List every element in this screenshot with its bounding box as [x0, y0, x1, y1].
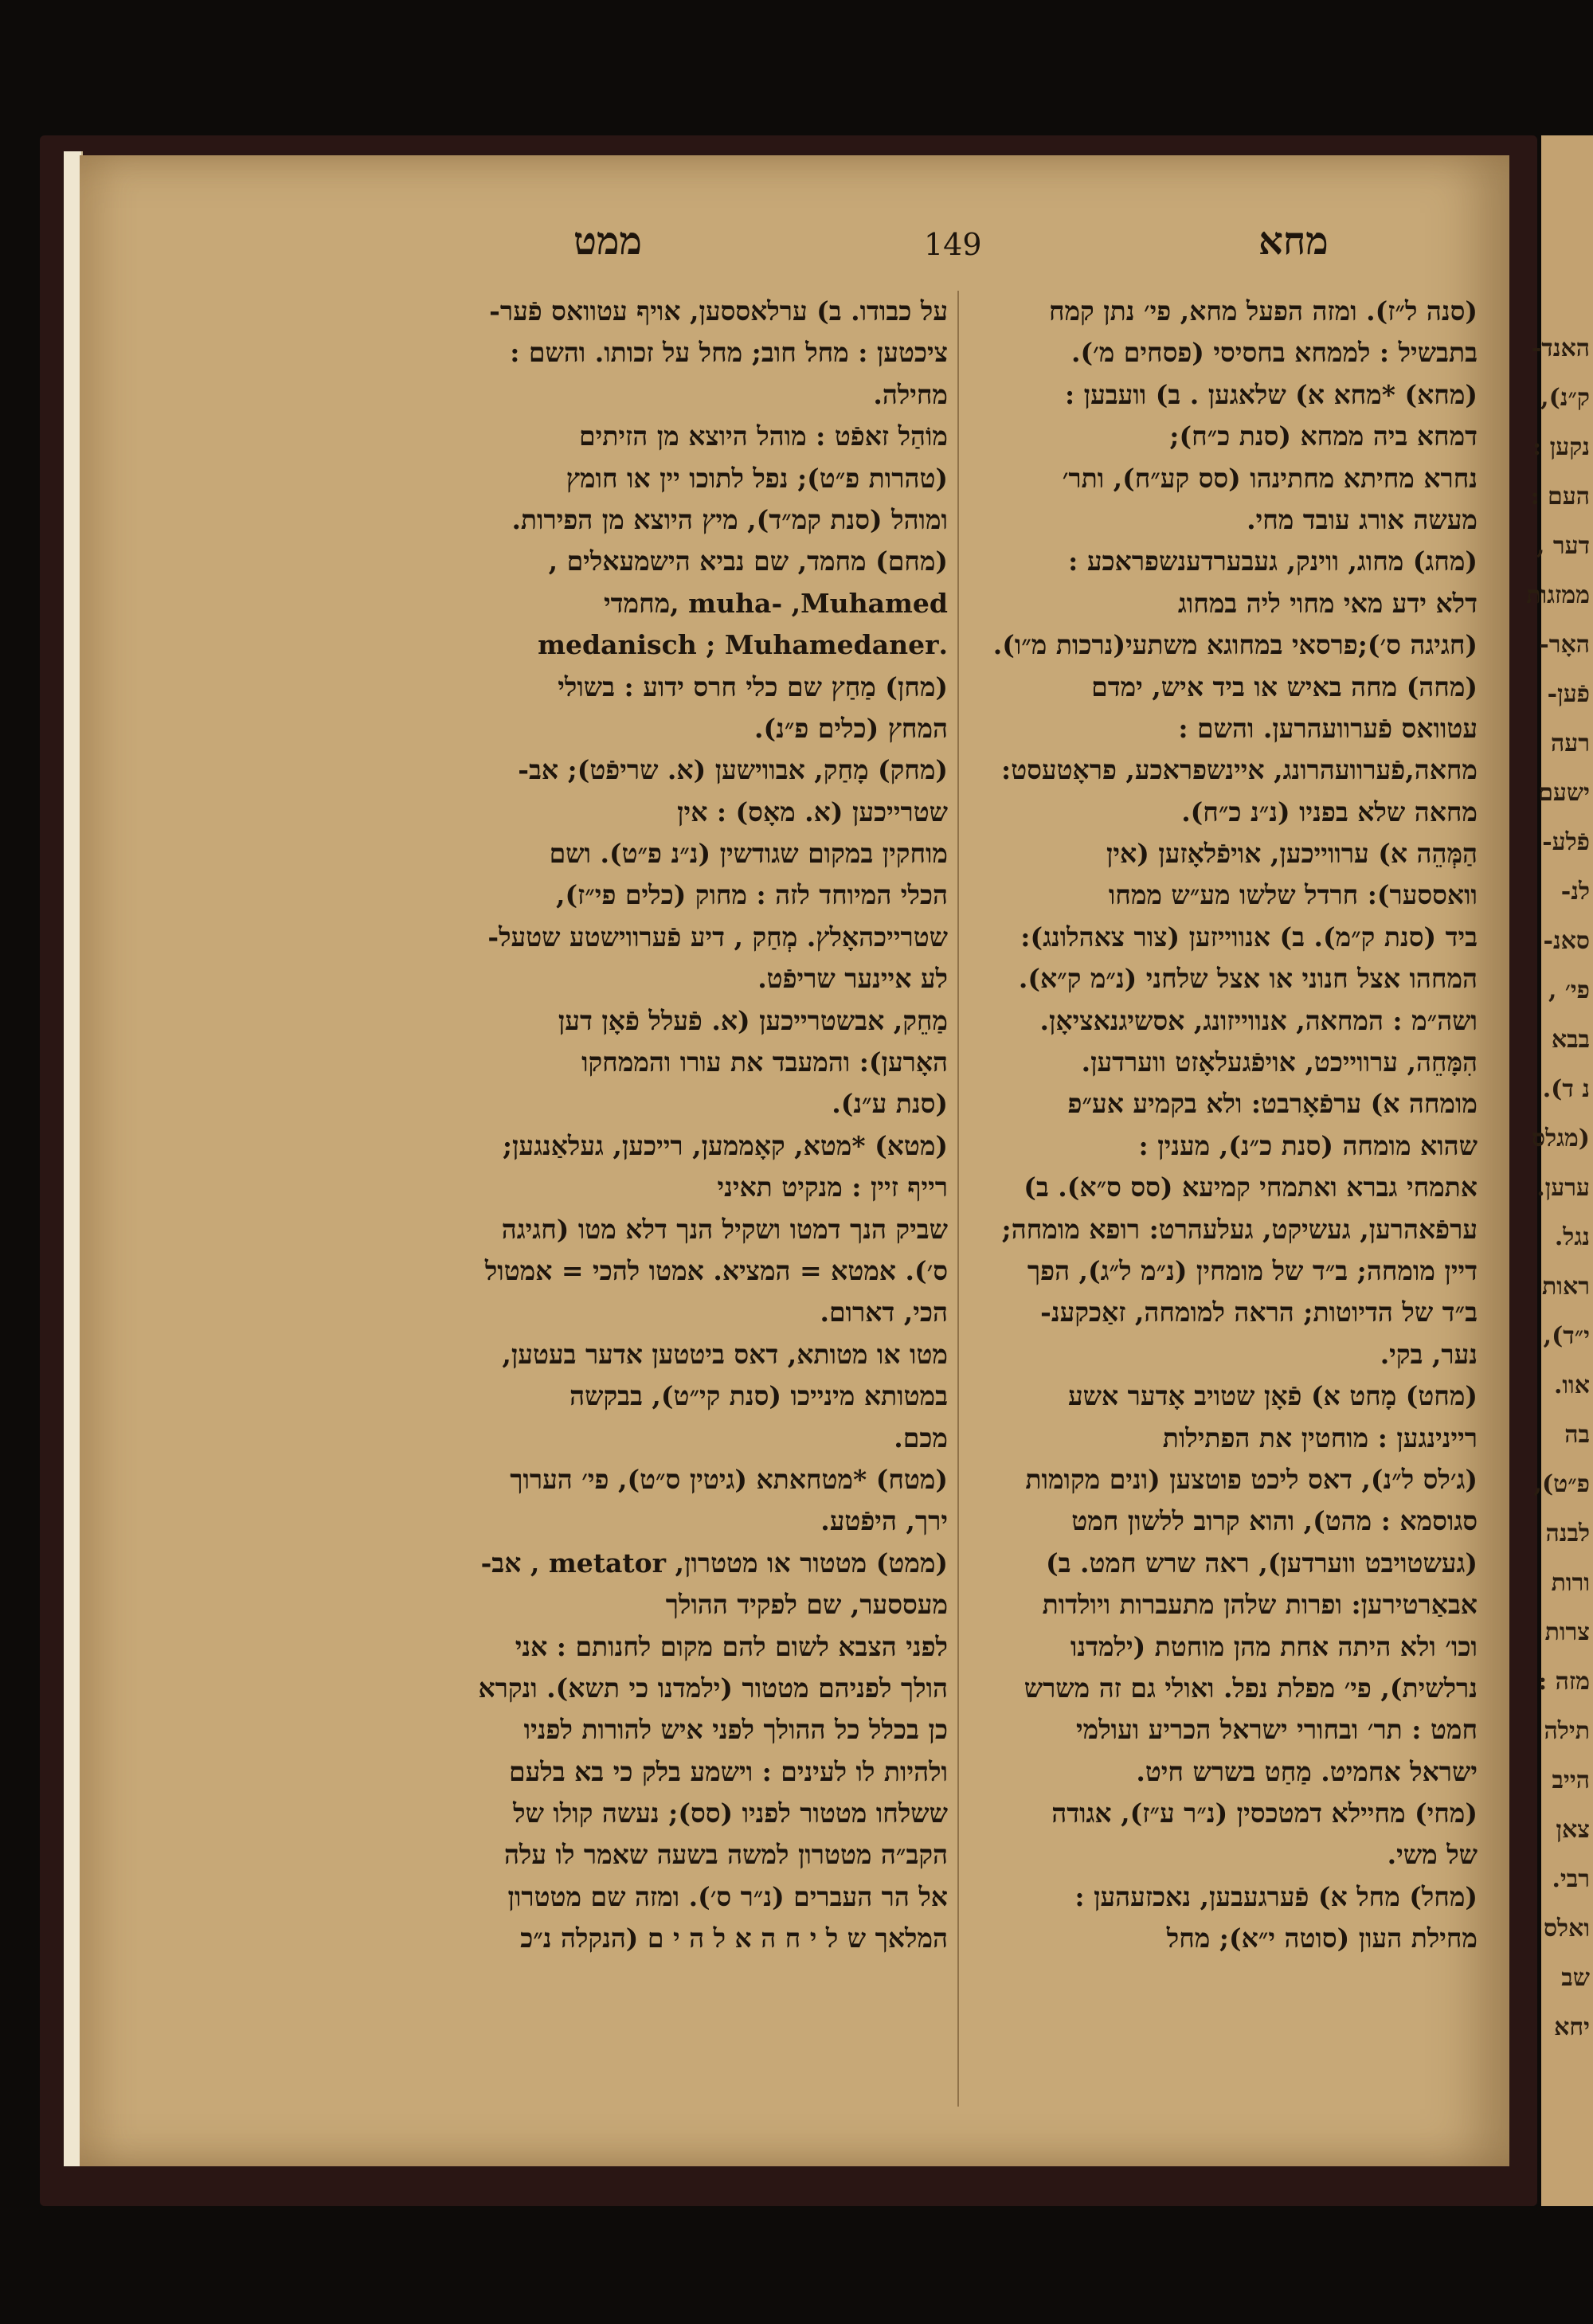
text-line: נער, בקי. — [1380, 1338, 1478, 1370]
text-line: (ג׳לס ל״נ), דאס ליכט פוטצען (ונים מקומות — [1025, 1463, 1478, 1495]
next-page-fragment: בבא — [1551, 1026, 1590, 1054]
text-line: (מטא) *מטא, קאָממען, רייכען, געלאַנגען; — [502, 1129, 948, 1161]
text-line: ס׳). אמטא = המציא. אמטו להכי = אמטול — [484, 1254, 948, 1286]
next-page-fragment: צאן — [1556, 1816, 1590, 1844]
text-line: (מחק) מָחַק, אבווישען (א. שריפֿט); אב- — [518, 754, 948, 786]
text-line: (טהרות פ״ט); נפל לתוכו יין או חומץ — [566, 462, 948, 494]
next-page-fragment: ישעם — [1538, 779, 1590, 807]
next-page-fragment: בה — [1564, 1421, 1590, 1449]
text-line: מחילה. — [873, 378, 948, 410]
text-line: מומחה א) ערפֿאָרבט: ולא בקמיע אע״פ — [1067, 1088, 1478, 1120]
text-line: muha- ,Muhamed ,מחמדי — [604, 587, 948, 619]
text-line: (ממט) מטטור או מטטרון, metator , אב- — [480, 1547, 948, 1579]
text-line: (מחם) מחמד, שם נביא הישמעאלים , — [548, 546, 948, 577]
text-line: הקב״ה מטטרון למשה בשעה שאמר לו עלה — [503, 1839, 948, 1871]
text-line: דיין מומחה; ב״ד של מומחין (נ״מ ל״ג), הפך — [1027, 1254, 1478, 1286]
next-page-fragment: סאנ- — [1543, 927, 1590, 955]
next-page-fragment: רעה — [1551, 730, 1590, 757]
next-page-fragment: פי׳ , — [1548, 976, 1590, 1004]
header-right-word: מחא — [1258, 219, 1329, 264]
text-line: שהוא מומחה (סנת כ״נ), מענין : — [1138, 1129, 1478, 1161]
next-page-fragment: העם : — [1530, 483, 1590, 511]
text-line: על כבודו. ב) ערלאססען, אויף עטוואס פֿער- — [489, 295, 948, 327]
next-page-fragment: פֿלע- — [1542, 828, 1590, 856]
text-line: הולך לפניהם מטטור (ילמדנו כי תשא). ונקרא — [478, 1672, 948, 1704]
header-left-word: ממט — [573, 219, 642, 264]
page-header — [80, 219, 1509, 275]
text-line: נחרא מחיתא מחתינהו (סס קע״ח), ותר׳ — [1062, 462, 1478, 494]
text-line: (סנה ל״ז). ומזה הפעל מחא, פי׳ נתן קמח — [1048, 295, 1478, 327]
next-page-fragment: מזה : — [1538, 1668, 1590, 1696]
text-line: מעשה אורג עובד מחי. — [1247, 503, 1478, 535]
next-page-fragment: ואלס — [1543, 1915, 1590, 1943]
next-page-fragment: (מגלס — [1532, 1125, 1590, 1152]
next-page-fragment: לבנה — [1545, 1520, 1590, 1547]
next-page-fragment: לנ- — [1560, 878, 1590, 906]
next-page-fragment: ורות — [1551, 1569, 1590, 1597]
text-line: מכם. — [894, 1422, 948, 1453]
next-page-fragment: ק״נ), — [1540, 384, 1590, 412]
text-line: שביק הנך דמטו ושקיל הנך דלא מטו (חגיגה — [501, 1213, 948, 1245]
next-page-fragment: דער , — [1536, 532, 1590, 560]
text-line: מַחֵק, אבשטרייכען (א. פֿעלל פֿאָן דען — [558, 1004, 948, 1036]
text-line: הַמְּהֵה א) ערווייכען, אויפֿלאָזען (אין — [1106, 838, 1478, 870]
next-page-fragment: ערען. — [1536, 1174, 1590, 1202]
text-line: ירך, היפֿטע. — [820, 1505, 948, 1537]
text-line: (מחל) מחל א) פֿערגעבען, נאכזעהען : — [1074, 1880, 1478, 1912]
page-number: 149 — [924, 227, 982, 262]
text-line: נרלשית), פי׳ מפלת נפל. ואולי גם זה משרש — [1024, 1672, 1478, 1704]
text-line: במטותא מינייכו (סנת קי״ט), בבקשה — [569, 1380, 948, 1412]
next-page-fragment: שב — [1561, 1964, 1590, 1992]
text-line: ומוהל (סנת קמ״ד), מיץ היוצא מן הפירות. — [511, 503, 948, 535]
text-line: מחאה,פֿערוועהרונג, איינשפראכע, פראָטעסט: — [1001, 754, 1478, 786]
text-line: מוחקין במקום שגודשין (נ״נ פ״ט). ושם — [549, 838, 948, 870]
text-line: המחהו אצל חנוני או אצל שלחני (נ״מ ק״א). — [1018, 963, 1478, 995]
text-line: חמט : תר׳ ובחורי ישראל הכריע ועולמי — [1076, 1714, 1478, 1746]
next-page-fragment: י״ד), — [1543, 1322, 1590, 1350]
text-line: ציכטען : מחל חוב; מחל על זכותו. והשם : — [510, 337, 948, 369]
text-line: דמחא ביה ממחא (סנת כ״ח); — [1169, 421, 1478, 452]
text-line: הִמָּחֵה, ערווייכט, אויפֿגעלאָזט ווערדען. — [1081, 1047, 1478, 1078]
text-line: אל הר העברים (נ״ר ס׳). ומזה שם מטטרון — [507, 1880, 948, 1912]
text-line: (מחא) *מחא א) שלאגען . ב) וועבען : — [1065, 378, 1478, 410]
text-line: ב״ד של הדיוטות; הראה למומחה, זאַכקענ- — [1040, 1297, 1478, 1328]
text-line: שטרייכהאָלץ. מְחַק , דיע פֿערווישטע שטעל- — [487, 921, 948, 953]
next-page-sliver — [1526, 135, 1593, 2206]
text-line: לפני הצבא לשום להם מקום לחנותם : אני — [515, 1630, 948, 1662]
text-line: עטוואס פֿערוועהרען. והשם : — [1178, 712, 1478, 744]
text-line: ריינינגען : מוחטין את הפתילות — [1162, 1422, 1478, 1453]
text-line: וכו׳ ולא היתה אחת מהן מוחטת (ילמדנו — [1070, 1630, 1478, 1662]
text-line: (מחי) מחיילא דמטכסין (נ״ר ע״ז), אגודה — [1051, 1798, 1478, 1829]
text-line: דלא ידע מאי מחוי ליה במחוג — [1177, 587, 1478, 619]
next-page-fragment: רבי. — [1552, 1865, 1590, 1893]
next-page-fragment: נקען : — [1532, 433, 1590, 461]
right-column — [968, 291, 1478, 1960]
text-line: מחאה שלא בפניו (נ״נ כ״ח). — [1181, 796, 1478, 827]
next-page-fragment: יחא — [1554, 2013, 1590, 2041]
text-line: ישראל אחמיט. מַחַט בשרש חיט. — [1136, 1755, 1478, 1787]
text-line: בתבשיל : לממחא בחסיסי (פסחים מ׳). — [1071, 337, 1478, 369]
text-line: ששלחו מטטור לפניו (סס); נעשה קולו של — [513, 1798, 948, 1829]
text-line: סגוסמא : מהט), והוא קרוב ללשון חמט — [1071, 1505, 1478, 1537]
text-line: וואססער): חרדל שלשו מע״ש ממחו — [1108, 879, 1478, 911]
text-line: האָרען): והמעבד את עורו והממחקו — [581, 1047, 948, 1078]
text-line: (מחט) מָחט א) פֿאָן שטויב אָדער אשע — [1067, 1380, 1478, 1412]
text-line: (סנת ע״נ). — [832, 1088, 948, 1120]
text-line: לע איינער שריפֿט. — [757, 963, 948, 995]
next-page-fragment: הייב — [1552, 1766, 1590, 1794]
next-page-fragment: פֿען- — [1547, 680, 1590, 708]
text-line: אתמחי גברא ואתמחי קמיעא (סס ס״א). ב) — [1024, 1172, 1478, 1203]
text-line: .medanisch ; Muhamedaner — [538, 629, 948, 661]
text-line: ולהיות לו לעינים : וישמע בלק כי בא בלעם — [509, 1755, 948, 1787]
text-line: של משי. — [1387, 1839, 1478, 1871]
next-page-fragment: אוו. — [1553, 1371, 1590, 1399]
next-page-fragment: צרות — [1544, 1618, 1590, 1646]
text-line: ערפֿאהרען, געשיקט, געלעהרט: רופא מומחה; — [1001, 1213, 1478, 1245]
text-line: (מחן) מַחַץ שם כלי חרס ידוע : בשולי — [558, 671, 948, 702]
text-line: הכי, דארום. — [820, 1297, 948, 1328]
text-line: המלאך ש ל י ח ה א ל ה י ם (הנקלה נ״כ — [520, 1923, 948, 1954]
next-page-fragment: נ ד). — [1542, 1075, 1590, 1103]
text-line: המחץ (כלים פ״נ). — [754, 712, 948, 744]
text-line: מטו או מטותא, דאס ביטטען אדער בעטען, — [502, 1338, 948, 1370]
text-line: מחילת העון (סוטה י״א); מחל — [1166, 1923, 1478, 1954]
left-column — [398, 291, 948, 1960]
text-line: הכלי המיוחד לזה : מחוק (כלים פי״ז), — [555, 879, 948, 911]
text-line: אבאַרטירען: ופרות שלהן מתעברות ויולדות — [1042, 1589, 1478, 1621]
text-line: מוֹהַל זאפֿט : מוהל היוצא מן הזיתים — [579, 421, 948, 452]
next-page-fragment: האָר- — [1539, 631, 1590, 659]
text-line: (מחה) מחה באיש או ביד איש, ימדם — [1091, 671, 1478, 702]
column-divider — [957, 291, 959, 2107]
text-line: (געשטויבט ווערדען), ראה שרש חמט. ב) — [1045, 1547, 1478, 1579]
text-line: (מטח) *מטחאתא (גיטין ס״ט), פי׳ הערוך — [510, 1463, 948, 1495]
text-line: (מחג) מחוג, ווינק, געבערדענשפראכע : — [1068, 546, 1478, 577]
next-page-fragment: נגל. — [1554, 1223, 1590, 1251]
text-line: כן בכלל כל ההולך לפני איש להורות לפניו — [523, 1714, 948, 1746]
text-line: ביד (סנת ק״מ). ב) אנווייזען (צור צאהלונג): — [1020, 921, 1478, 953]
text-line: מעססער, שם לפקיד ההולך — [665, 1589, 948, 1621]
next-page-fragment: פ״ט), — [1533, 1470, 1590, 1498]
next-page-fragment: האנד- — [1531, 335, 1590, 362]
text-line: שטרייכען (א. מאָס) : אין — [677, 796, 948, 827]
next-page-fragment: ראות — [1542, 1273, 1590, 1301]
next-page-fragment: ממזגות — [1526, 581, 1590, 609]
next-page-fragment: תילה — [1544, 1717, 1590, 1745]
text-line: רייף זיין : מנקיט תאיני — [717, 1172, 948, 1203]
text-line: ושה״מ : המחאה, אנווייזונג, אסשיגנאציאָן. — [1039, 1004, 1478, 1036]
text-line: (חגיגה ס׳);פרסאי במחוגא משתעי(נרכות מ״ו). — [992, 629, 1478, 661]
